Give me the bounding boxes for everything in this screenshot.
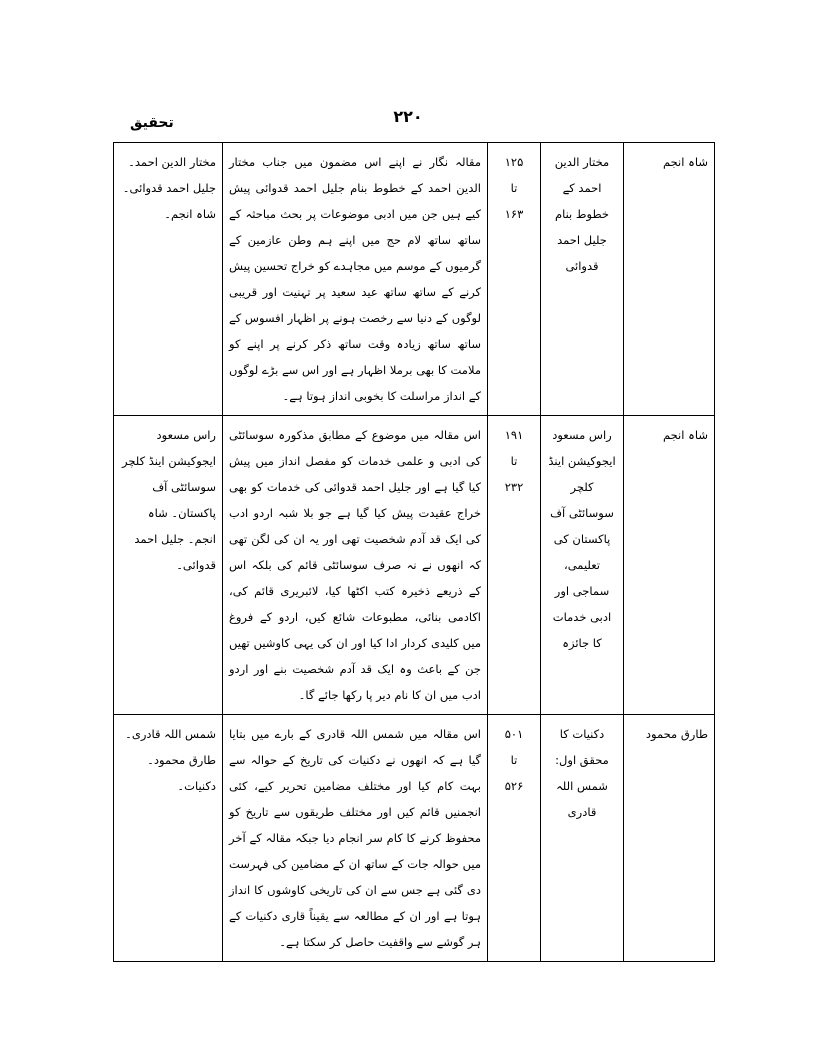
table-row bbox=[114, 416, 715, 715]
summary-cell: اس مقالہ میں شمس اللہ قادری کے بارے میں بتایا گیا ہے کہ انھوں نے دکنیات کی تاریخ کے حوالہ سے بہت کام کیا اور مختلف مضامین تحریر کیے، کئی انجمنیں قائم کیں اور مختلف طریقوں سے تاریخ کو محفوظ کرنے کا کام سر انجام دیا جبکہ مقالہ کے آخر میں حوالہ جات کے ساتھ ان کے مضامین کی فہرست دی گئی ہے جس سے ان کی تاریخی کاوشوں کا انداز ہوتا ہے اور ان کے مطالعہ سے یقیناً قاری دکنیات کے ہر گوشے سے واقفیت حاصل کر سکتا ہے۔ bbox=[223, 715, 488, 962]
page-number: ۲۲۰ bbox=[393, 107, 423, 126]
pages-to: ۵۲۶ bbox=[504, 779, 524, 793]
pages-to-label: تا bbox=[510, 181, 518, 195]
author-cell: طارق محمود bbox=[624, 715, 715, 962]
pages-from: ۵۰۱ bbox=[504, 727, 524, 741]
keywords-cell: شمس اللہ قادری۔ طارق محمود۔ دکنیات۔ bbox=[114, 715, 223, 962]
author-cell: شاہ انجم bbox=[624, 416, 715, 715]
articles-table bbox=[113, 142, 715, 962]
pages-cell bbox=[488, 416, 541, 715]
pages-to-label: تا bbox=[510, 753, 518, 767]
pages-to-label: تا bbox=[510, 454, 518, 468]
author-cell: شاہ انجم bbox=[624, 143, 715, 416]
table-row bbox=[114, 715, 715, 962]
keywords-cell: راس مسعود ایجوکیشن اینڈ کلچر سوسائٹی آف پاکستان۔ شاہ انجم۔ جلیل احمد قدوائی۔ bbox=[114, 416, 223, 715]
title-cell: دکنیات کا محقق اول: شمس اللہ قادری bbox=[541, 715, 624, 962]
summary-cell: مقالہ نگار نے اپنے اس مضمون میں جناب مختار الدین احمد کے خطوط بنام جلیل احمد قدوائی پیش کیے ہیں جن میں ادبی موضوعات پر بحث مباحثہ کے ساتھ ساتھ لام حج میں اپنے ہم وطن عازمین کے گرمیوں کے موسم میں مجاہدے کو خراج تحسین پیش کرنے کے ساتھ ساتھ عید سعید پر تہنیت اور قریبی لوگوں کے دنیا سے رخصت ہونے پر اظہار افسوس کے ساتھ ساتھ زیادہ وقت ساتھ ذکر کرنے پر اپنے کو ملامت کا بھی برملا اظہار ہے اور اس سے بڑے لوگوں کے انداز مراسلت کا بخوبی انداز ہوتا ہے۔ bbox=[223, 143, 488, 416]
summary-cell: اس مقالہ میں موضوع کے مطابق مذکورہ سوسائٹی کی ادبی و علمی خدمات کو مفصل انداز میں پیش کیا گیا ہے اور جلیل احمد قدوائی کی خدمات کو بھی خراج عقیدت پیش کیا گیا ہے جو بلا شبہ اردو ادب کی ایک قد آدم شخصیت تھی اور یہ ان کی لگن تھی کہ انھوں نے نہ صرف سوسائٹی قائم کی بلکہ اس کے ذریعے ذخیرہ کتب اکٹھا کیا، لائبریری قائم کی، اکادمی بنائی، مطبوعات شائع کیں، اردو کے فروغ میں کلیدی کردار ادا کیا اور ان کی یہی کاوشیں تھیں جن کے باعث وہ ایک قد آدم شخصیت بنے اور اردو ادب میں ان کا نام دیر پا رکھا جائے گا۔ bbox=[223, 416, 488, 715]
title-cell: مختار الدین احمد کے خطوط بنام جلیل احمد قدوائی bbox=[541, 143, 624, 416]
keywords-cell: مختار الدین احمد۔ جلیل احمد قدوائی۔ شاہ انجم۔ bbox=[114, 143, 223, 416]
title-cell: راس مسعود ایجوکیشن اینڈ کلچر سوسائٹی آف پاکستان کی تعلیمی، سماجی اور ادبی خدمات کا جائزہ bbox=[541, 416, 624, 715]
running-head: تحقیق bbox=[130, 115, 174, 131]
pages-to: ۱۶۳ bbox=[504, 207, 524, 221]
pages-cell bbox=[488, 143, 541, 416]
pages-from: ۱۹۱ bbox=[504, 428, 524, 442]
pages-from: ۱۲۵ bbox=[504, 155, 524, 169]
table-row bbox=[114, 143, 715, 416]
pages-to: ۲۳۲ bbox=[504, 480, 524, 494]
pages-cell bbox=[488, 715, 541, 962]
